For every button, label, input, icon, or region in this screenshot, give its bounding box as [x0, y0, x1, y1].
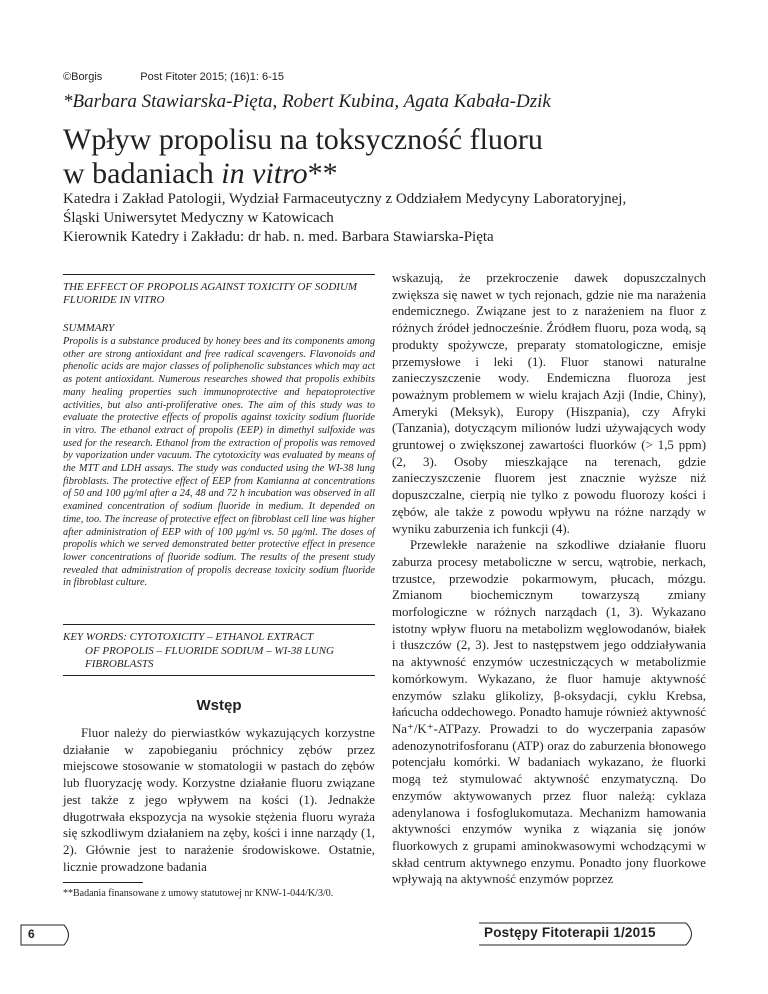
right-column-text	[392, 270, 706, 888]
affiliation-line-1: Katedra i Zakład Patologii, Wydział Farmaceutyczny z Oddziałem Medycyny Laboratoryjnej,	[63, 191, 627, 207]
paragraph-2: Przewlekłe narażenie na szkodliwe działanie fluoru zaburza procesy metaboliczne w sercu, wątrobie, nerkach, trzustce, przewodzie pokarmowym, płucach, mózgu. Zmianom biochemicznym towarzyszą zmiany morfologiczne w różnych narządach (1, 3). Wykazano istotny wpływ fluoru na metabolizm węglowodanów, białek i tłuszczów (2, 3). Jest to następstwem jego oddziaływania na aktywność enzymów uczestniczących w metabolizmie komórkowym. Wykazano, że fluor hamuje aktywność enzymów szlaku glikolizy, β-oksydacji, cyklu Krebsa, łańcucha oddechowego. Ponadto hamuje również aktywność Na⁺/K⁺-ATPazy. Prowadzi to do wyczerpania zapasów adenozynotrifosforanu (ATP) oraz do zaburzenia błonowego potencjału komórki. W badaniach wykazano, że fluorki mogą też stymulować aktywność enzymatyczną. Do enzymów aktywowanych przez fluor należą: cyklaza adenylanowa i fosfoglukomutaza. Mechanizm hamowania aktywności enzymów wynika z wiązania się jonów fluorkowych z grupami aminokwasowymi wchodzącymi w skład centrum aktywnego enzymu. Ponadto jony fluorkowe wpływają na aktywność enzymów poprzez	[392, 538, 706, 887]
author-list: *Barbara Stawiarska-Pięta, Robert Kubina, Agata Kabała-Dzik	[63, 91, 551, 112]
footnote: **Badania finansowane z umowy statutowej nr KNW-1-044/K/3/0.	[63, 888, 334, 899]
title-line-2	[63, 157, 543, 191]
article-meta	[63, 71, 284, 83]
summary-text: Propolis is a substance produced by honey bees and its components among other are strong antioxidant and free radical scavengers. Flavonoids and phenolic acids are major classes of poliphenolic substances which may act as potent antioxidant. Numerous researches showed that propolis exhibits many healing properties such immunoprotective and hepatoprotective activities, but also anti-proliferative ones. The aim of this study was to evaluate the protective effects of propolis against toxicity sodium fluoride in vitro. The ethanol extract of propolis (EEP) in dimethyl sulfoxide was used for the research. Ethanol from the extraction of propolis was removed by vaporization under vacuum. The cytotoxicity was evaluated by means of the MTT and LDH assays. The study was conducted using the WI-38 lung fibroblasts. The protective effect of EEP from Kamianna at concentrations of 50 and 100 μg/ml after a 24, 48 and 72 h incubation was observed in all examined concentration of sodium fluoride in medium. It depended on time, too. The increase of protective effect on fibroblast cell line was higher after administration of EEP with of 100 μg/ml vs. 50 μg/ml. The doses of propolis which we served demonstrated better protective effect in presence lower concentrations of fluoride sodium. The results of the present study revealed that administration of propolis decrease toxicity sodium fluoride in fibroblast culture.	[63, 336, 375, 589]
english-title: THE EFFECT OF PROPOLIS AGAINST TOXICITY OF SODIUM FLUORIDE IN VITRO	[63, 281, 358, 306]
article-title	[63, 123, 543, 191]
affiliation-line-2: Śląski Uniwersytet Medyczny w Katowicach	[63, 210, 334, 226]
section-heading-intro: Wstęp	[196, 697, 242, 714]
summary-heading: SUMMARY	[63, 322, 115, 334]
paragraph-1: wskazują, że przekroczenie dawek dopuszczalnych zwiększa się nawet w tych rejonach, gdzie nie ma narażenia endemicznego. Związane jest to z narażeniem na fluor z różnych źródeł jednocześnie. Źródłem fluoru, poza wodą, są produkty spożywcze, preparaty stomatologiczne, emisje przemysłowe i leki (1). Fluor stanowi naturalne zanieczyszczenie wody. Endemiczna fluoroza jest poważnym problemem w wielu krajach Azji (Indie, Chiny), Ameryki (Meksyk), Europy (Hiszpania), czy Afryki (Tanzania), dotyczącym milionów ludzi używających wody gruntowej o zwiększonej zawartości fluorków (> 1,5 ppm) (2, 3). Osoby mieszkające na terenach, gdzie zanieczyszczenie fluorem jest znacznie wyższe niż dopuszczalne, cierpią nie tylko z powodu fluorozy kości i zębów, ale także z powodu wpływu na różne narządy w wyniku zaburzenia ich funkcji (4).	[392, 271, 706, 536]
keywords	[63, 631, 375, 672]
keywords-line-1: KEY WORDS: CYTOTOXICITY – ETHANOL EXTRACT	[63, 631, 314, 643]
keywords-line-2: OF PROPOLIS – FLUORIDE SODIUM – WI-38 LUNG	[85, 644, 334, 657]
title-line-2-text: w badaniach	[63, 157, 222, 190]
journal-reference: Post Fitoter 2015; (16)1: 6-15	[140, 71, 284, 83]
title-footnote-mark: **	[307, 157, 338, 190]
footnote-divider	[63, 882, 143, 883]
page-number: 6	[28, 927, 35, 941]
journal-name: Postępy Fitoterapii 1/2015	[484, 925, 656, 940]
copyright-label: ©Borgis	[63, 71, 103, 83]
intro-paragraph: Fluor należy do pierwiastków wykazujących korzystne działanie w zapobieganiu próchnicy zębów przez miejscowe stosowanie w stomatologii w pastach do zębów lub fluoryzację wody. Korzystne działanie fluoru związane jest także z jego wpływem na kości (1). Jednakże długotrwała ekspozycja na wysokie stężenia fluoru wyraża się szkodliwym działaniem na zęby, kości i inne narządy (1, 2). Głównie jest to narażenie środowiskowe. Ostatnie, licznie prowadzone badania	[63, 726, 375, 874]
abstract-top-divider	[63, 274, 375, 275]
title-line-1: Wpływ propolisu na toksyczność fluoru	[63, 123, 543, 156]
keywords-bottom-divider	[63, 675, 375, 676]
keywords-line-3: FIBROBLASTS	[85, 658, 154, 670]
keywords-divider	[63, 624, 375, 625]
title-italic-term: in vitro	[221, 157, 308, 190]
affiliation-line-3: Kierownik Katedry i Zakładu: dr hab. n. med. Barbara Stawiarska-Pięta	[63, 229, 494, 245]
affiliation	[63, 190, 626, 247]
